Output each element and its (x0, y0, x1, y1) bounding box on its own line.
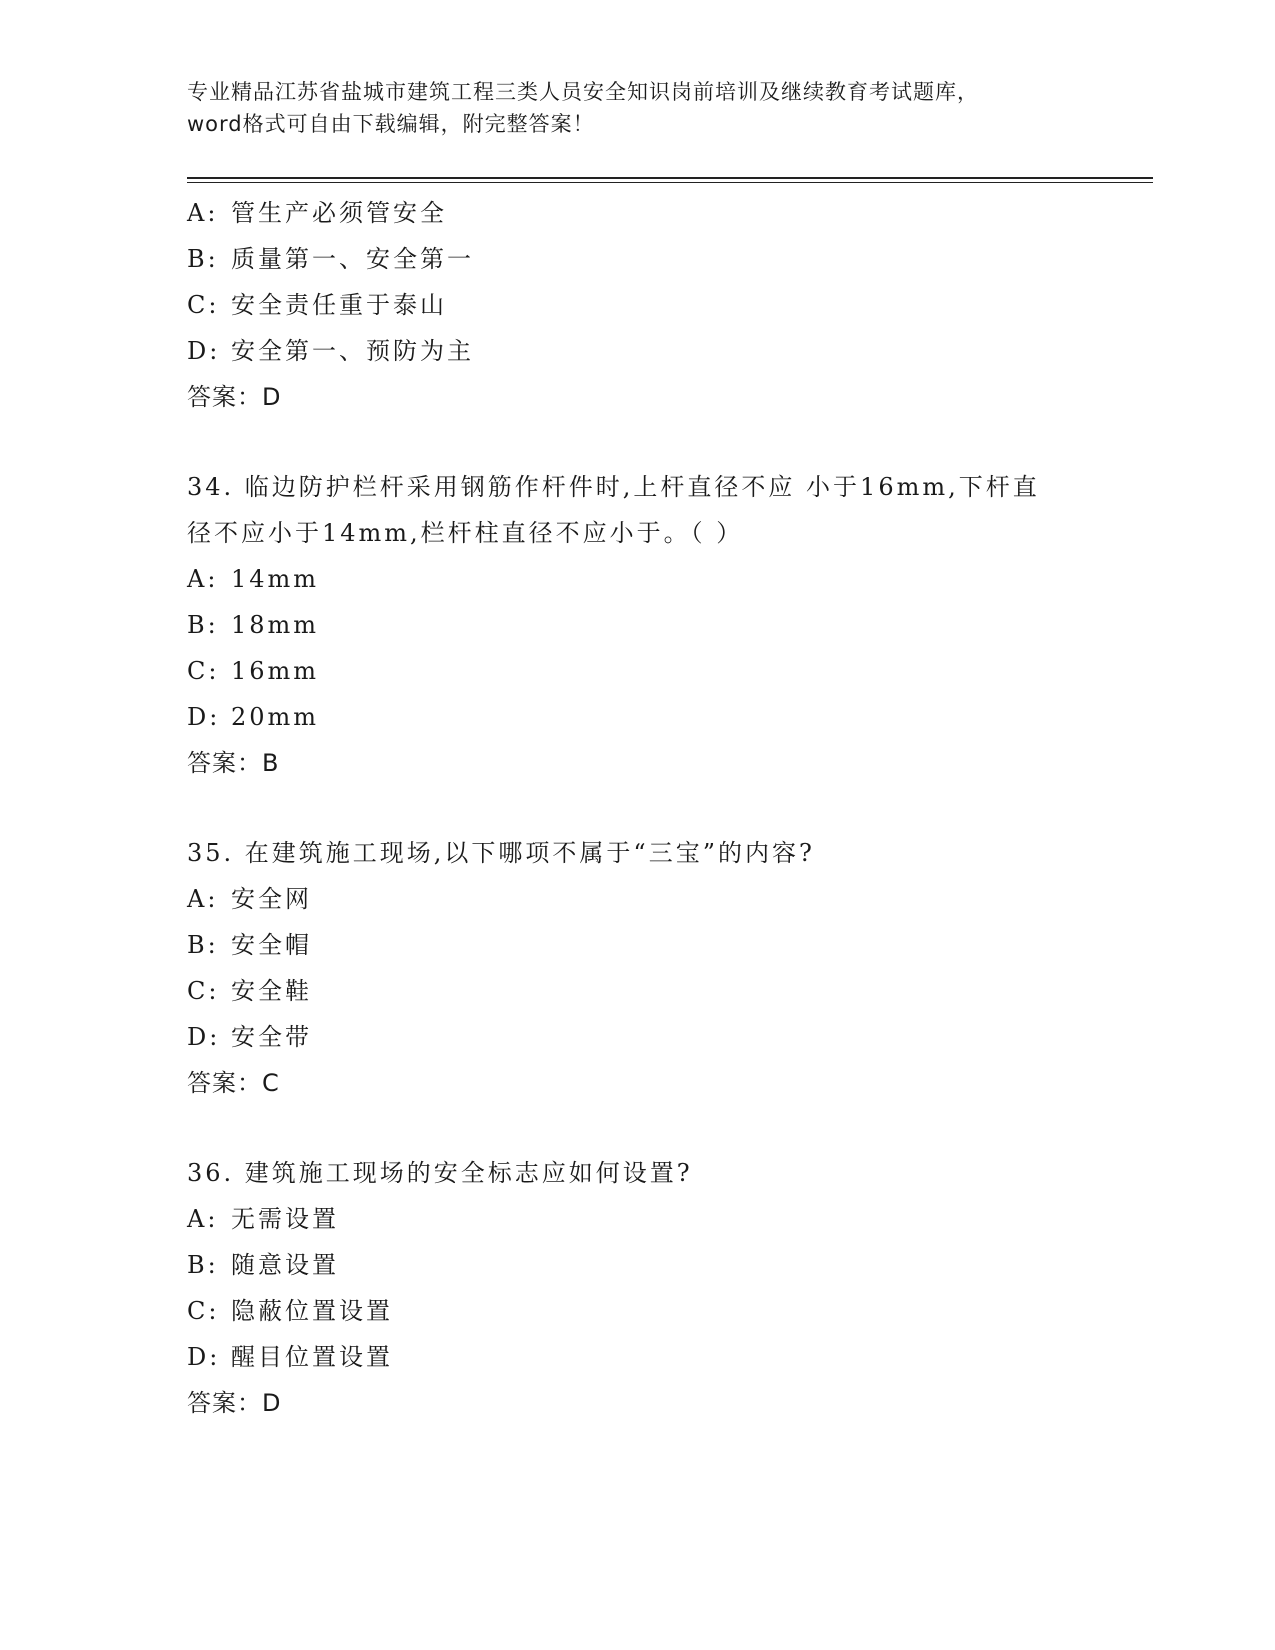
option-a (187, 876, 1087, 922)
spacer (187, 786, 1087, 830)
option-key: C: (187, 977, 220, 1005)
answer-line: 答案：B (187, 749, 280, 777)
option-b (187, 602, 1087, 648)
question-list (187, 190, 1087, 1426)
option-text: 安全责任重于泰山 (231, 291, 447, 319)
option-key: D: (187, 703, 221, 731)
option-key: D: (187, 337, 221, 365)
option-a (187, 190, 1087, 236)
option-d (187, 328, 1087, 374)
option-text: 无需设置 (231, 1205, 339, 1233)
document-header (187, 76, 1087, 140)
header-rule-thick (187, 177, 1153, 179)
option-a (187, 1196, 1087, 1242)
question-stem-line-1: 34. 临边防护栏杆采用钢筋作杆件时,上杆直径不应 小于16mm,下杆直 (187, 473, 1040, 501)
option-key: A: (187, 199, 219, 227)
option-text: 20mm (231, 703, 320, 731)
option-d (187, 694, 1087, 740)
header-title-line-2: word格式可自由下载编辑，附完整答案！ (187, 112, 595, 136)
option-key: B: (187, 245, 219, 273)
spacer (187, 1106, 1087, 1150)
option-key: D: (187, 1023, 221, 1051)
answer-line: 答案：D (187, 383, 282, 411)
option-text: 随意设置 (231, 1251, 339, 1279)
option-key: B: (187, 931, 219, 959)
question-35 (187, 830, 1087, 1106)
option-b (187, 236, 1087, 282)
option-text: 质量第一、安全第一 (231, 245, 474, 273)
option-text: 14mm (231, 565, 320, 593)
option-b (187, 922, 1087, 968)
option-key: B: (187, 611, 219, 639)
option-c (187, 282, 1087, 328)
spacer (187, 420, 1087, 464)
option-key: C: (187, 291, 220, 319)
option-text: 安全第一、预防为主 (231, 337, 474, 365)
option-text: 安全帽 (231, 931, 312, 959)
question-36 (187, 1150, 1087, 1426)
option-c (187, 1288, 1087, 1334)
option-key: D: (187, 1343, 221, 1371)
option-text: 安全网 (231, 885, 312, 913)
option-text: 16mm (231, 657, 320, 685)
option-key: A: (187, 885, 219, 913)
option-text: 管生产必须管安全 (231, 199, 447, 227)
option-key: C: (187, 657, 220, 685)
option-key: A: (187, 1205, 219, 1233)
option-c (187, 968, 1087, 1014)
option-c (187, 648, 1087, 694)
option-key: B: (187, 1251, 219, 1279)
option-text: 醒目位置设置 (231, 1343, 393, 1371)
option-b (187, 1242, 1087, 1288)
option-d (187, 1334, 1087, 1380)
option-d (187, 1014, 1087, 1060)
question-stem: 36. 建筑施工现场的安全标志应如何设置? (187, 1159, 693, 1187)
option-text: 隐蔽位置设置 (231, 1297, 393, 1325)
option-text: 安全鞋 (231, 977, 312, 1005)
option-a (187, 556, 1087, 602)
question-33 (187, 190, 1087, 420)
question-stem-line-2: 径不应小于14mm,栏杆柱直径不应小于。（ ） (187, 519, 744, 547)
answer-line: 答案：C (187, 1069, 280, 1097)
option-text: 18mm (231, 611, 320, 639)
option-text: 安全带 (231, 1023, 312, 1051)
header-title-line-1: 专业精品江苏省盐城市建筑工程三类人员安全知识岗前培训及继续教育考试题库， (187, 80, 979, 104)
option-key: A: (187, 565, 219, 593)
option-key: C: (187, 1297, 220, 1325)
question-stem: 35. 在建筑施工现场,以下哪项不属于“三宝”的内容? (187, 839, 815, 867)
answer-line: 答案：D (187, 1389, 282, 1417)
question-34 (187, 464, 1087, 786)
header-rule-thin (187, 182, 1153, 183)
